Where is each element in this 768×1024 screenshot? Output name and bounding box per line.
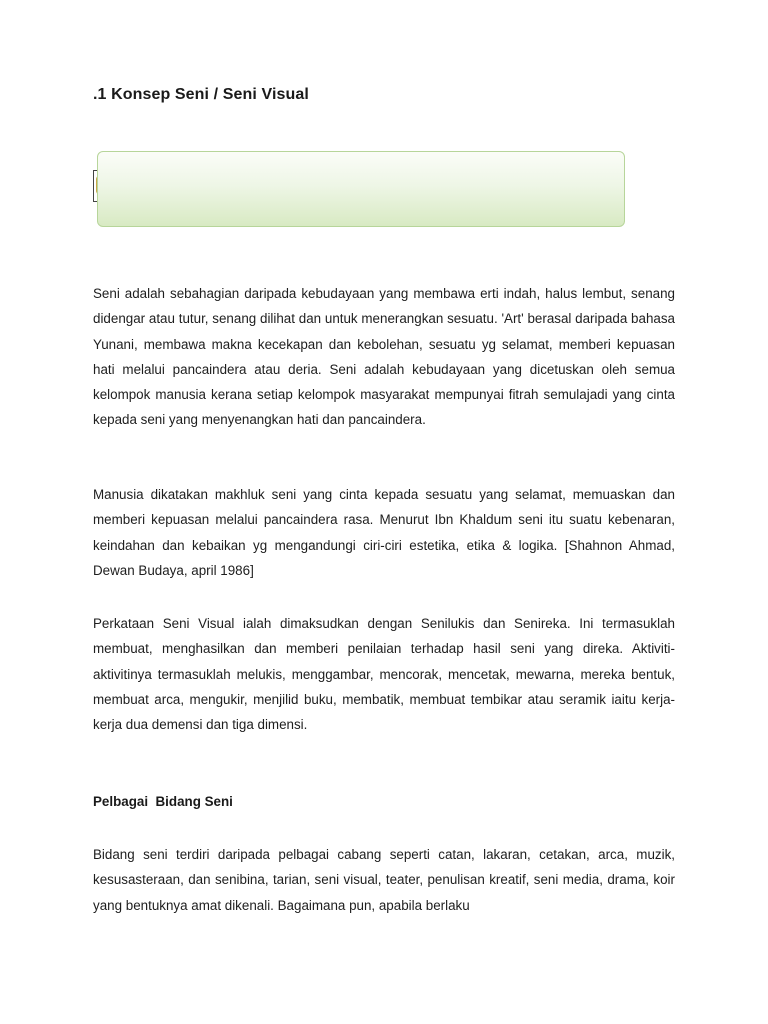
subheading-bidang-seni: Pelbagai Bidang Seni bbox=[93, 794, 233, 809]
paragraph-bidang-seni: Bidang seni terdiri daripada pelbagai cabang seperti catan, lakaran, cetakan, arca, muzik, kesusasteraan, dan senibina, tarian, seni visual, teater, penulisan kreatif, seni media, drama, koir yang bentuknya amat dikenali. Bagaimana pun, apabila berlaku bbox=[93, 847, 675, 913]
callout-box bbox=[97, 151, 625, 227]
paragraph-definition: Seni adalah sebahagian daripada kebudayaan yang membawa erti indah, halus lembut, senang didengar atau tutur, senang dilihat dan untuk menerangkan sesuatu. 'Art' berasal daripada bahasa Yunani, membawa makna kecekapan dan kebolehan, sesuatu yg selamat, memberi kepuasan hati melalui pancaindera atau deria. Seni adalah kebudayaan yang dicetuskan oleh semua kelompok manusia kerana setiap kelompok masyarakat mempunyai fitrah semulajadi yang cinta kepada seni yang menyenangkan hati dan pancaindera. bbox=[93, 286, 675, 428]
paragraph-manusia: Manusia dikatakan makhluk seni yang cinta kepada sesuatu yang selamat, memuaskan dan memberi kepuasan melalui pancaindera rasa. Menurut Ibn Khaldum seni itu suatu kebenaran, keindahan dan kebaikan yg mengandungi ciri-ciri estetika, etika & logika. [Shahnon Ahmad, Dewan Budaya, april 1986] bbox=[93, 487, 675, 578]
section-heading: .1 Konsep Seni / Seni Visual bbox=[93, 86, 309, 103]
paragraph-seni-visual: Perkataan Seni Visual ialah dimaksudkan dengan Senilukis dan Senireka. Ini termasuklah membuat, menghasilkan dan memberi penilaian terhadap hasil seni yang direka. Aktiviti-aktivitinya termasuklah melukis, menggambar, mencorak, mencetak, mewarna, mereka bentuk, membuat arca, mengukir, menjilid buku, membatik, membuat tembikar atau seramik iaitu kerja-kerja dua demensi dan tiga dimensi. bbox=[93, 616, 675, 733]
